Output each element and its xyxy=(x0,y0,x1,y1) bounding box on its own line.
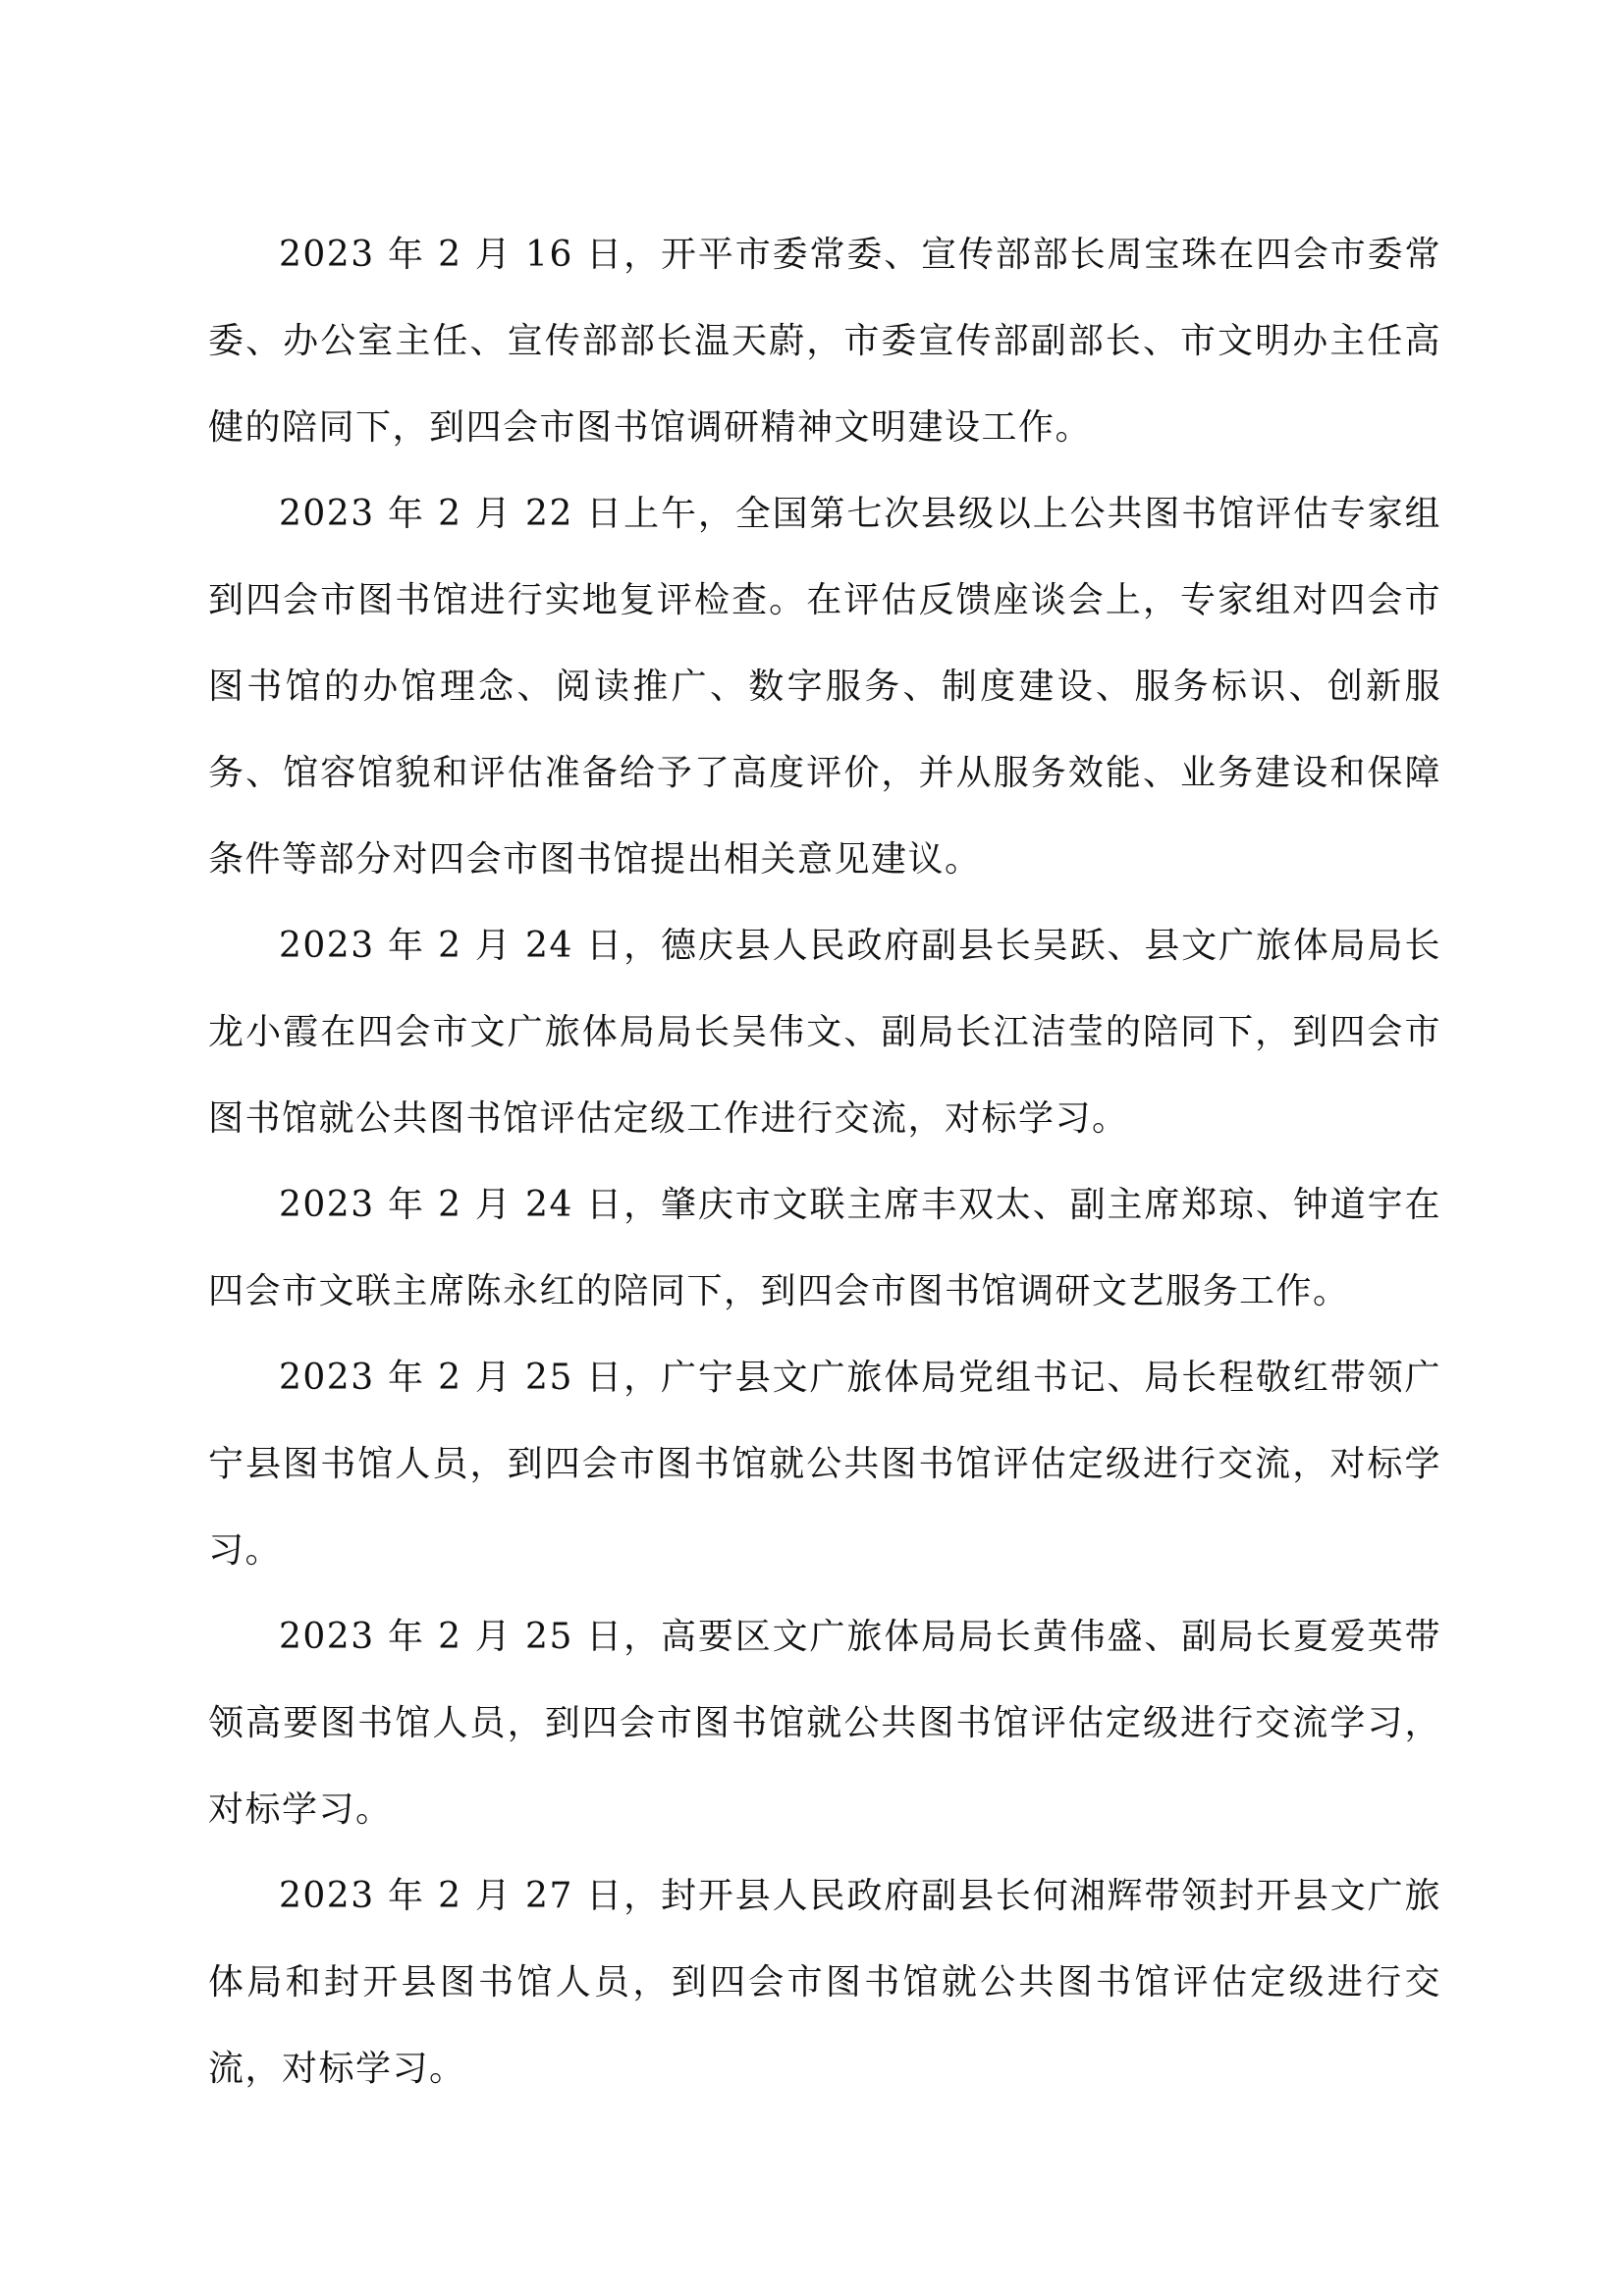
paragraph-3: 2023 年 2 月 24 日，德庆县人民政府副县长吴跃、县文广旅体局局长龙小霞在四会市文广旅体局局长吴伟文、副局长江洁莹的陪同下，到四会市图书馆就公共图书馆评估定级工作进行交流，对标学习。 xyxy=(208,926,1441,1139)
paragraph-4: 2023 年 2 月 24 日，肇庆市文联主席丰双太、副主席郑琼、钟道宇在四会市文联主席陈永红的陪同下，到四会市图书馆调研文艺服务工作。 xyxy=(208,1185,1441,1311)
paragraph-5: 2023 年 2 月 25 日，广宁县文广旅体局党组书记、局长程敬红带领广宁县图书馆人员，到四会市图书馆就公共图书馆评估定级进行交流，对标学习。 xyxy=(208,1358,1441,1571)
paragraph-1: 2023 年 2 月 16 日，开平市委常委、宣传部部长周宝珠在四会市委常委、办公室主任、宣传部部长温天蔚，市委宣传部副部长、市文明办主任高健的陪同下，到四会市图书馆调研精神文明建设工作。 xyxy=(208,235,1441,448)
paragraph-2: 2023 年 2 月 22 日上午，全国第七次县级以上公共图书馆评估专家组到四会市图书馆进行实地复评检查。在评估反馈座谈会上，专家组对四会市图书馆的办馆理念、阅读推广、数字服务、制度建设、服务标识、创新服务、馆容馆貌和评估准备给予了高度评价，并从服务效能、业务建设和保障条件等部分对四会市图书馆提出相关意见建议。 xyxy=(208,494,1441,880)
paragraph-7: 2023 年 2 月 27 日，封开县人民政府副县长何湘辉带领封开县文广旅体局和封开县图书馆人员，到四会市图书馆就公共图书馆评估定级进行交流，对标学习。 xyxy=(208,1876,1441,2089)
document-body xyxy=(208,212,1441,2112)
paragraph-6: 2023 年 2 月 25 日，高要区文广旅体局局长黄伟盛、副局长夏爱英带领高要图书馆人员，到四会市图书馆就公共图书馆评估定级进行交流学习，对标学习。 xyxy=(208,1617,1441,1830)
